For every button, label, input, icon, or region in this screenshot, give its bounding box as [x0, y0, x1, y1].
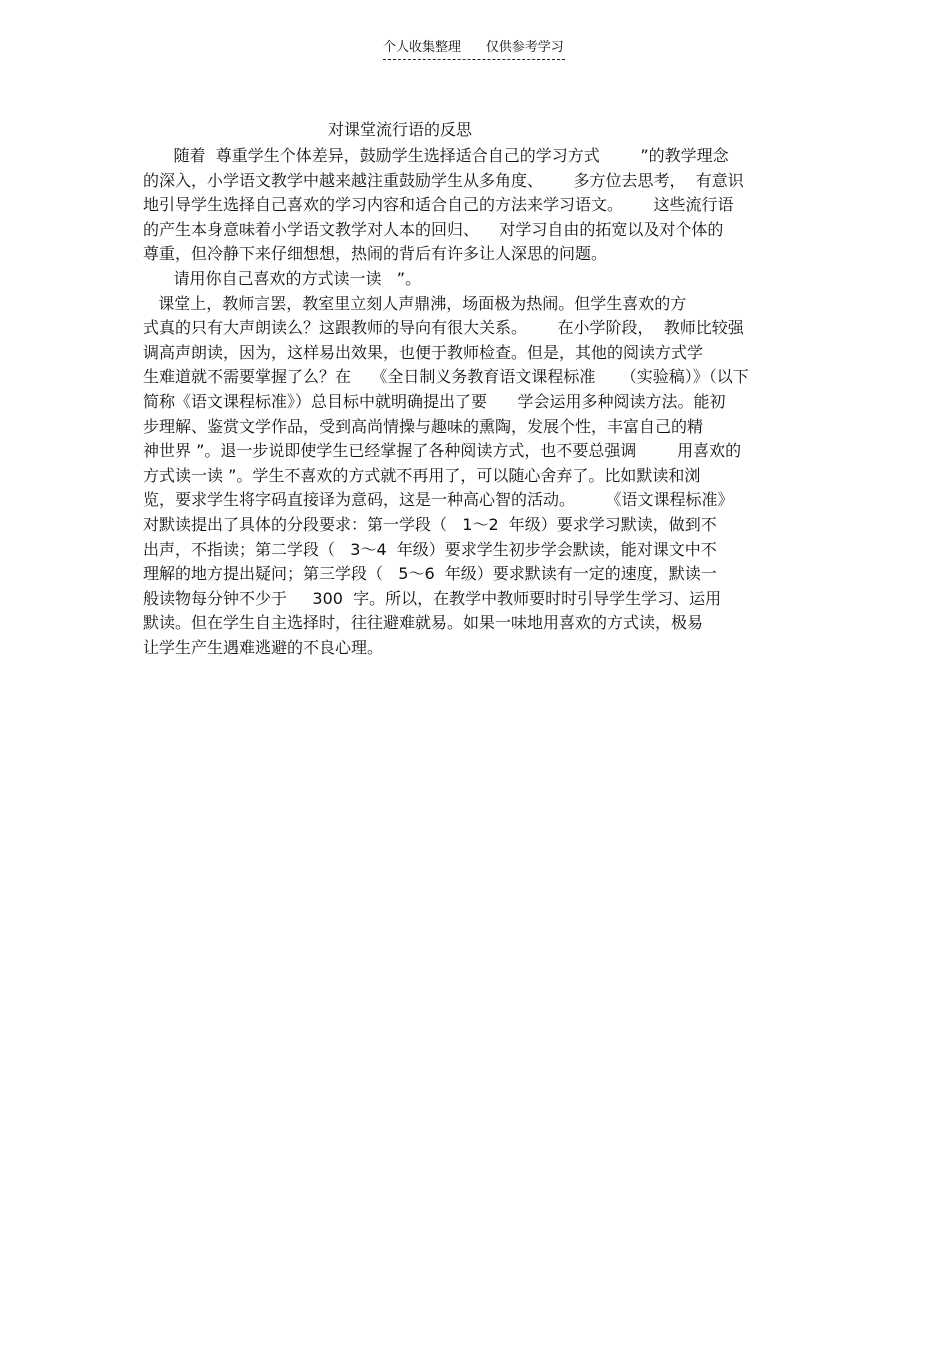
body-line: 简称《语文课程标准》）总目标中就明确提出了要 学会运用多种阅读方法。能初	[143, 391, 726, 411]
body-line: 尊重，但冷静下来仔细想想，热闹的背后有许多让人深思的问题。	[143, 244, 608, 264]
document-body	[143, 144, 823, 660]
body-line: 生难道就不需要掌握了么？在 《全日制义务教育语文课程标准 （实验稿）》（以下	[143, 367, 749, 387]
body-line: 理解的地方提出疑问；第三学段（ 5～6 年级）要求默读有一定的速度，默读一	[143, 564, 717, 584]
document-title: 对课堂流行语的反思	[328, 120, 473, 139]
body-line: 出声，不指读；第二学段（ 3～4 年级）要求学生初步学会默读，能对课文中不	[143, 539, 717, 559]
body-line: 的深入，小学语文教学中越来越注重鼓励学生从多角度、 多方位去思考， 有意识	[143, 170, 744, 190]
body-line: 览，要求学生将字码直接译为意码，这是一种高心智的活动。 《语文课程标准》	[143, 490, 734, 510]
body-line: 默读。但在学生自主选择时，往往避难就易。如果一味地用喜欢的方式读，极易	[143, 613, 704, 633]
body-line: 式真的只有大声朗读么？这跟教师的导向有很大关系。 在小学阶段， 教师比较强	[143, 318, 744, 338]
body-line: 步理解、鉴赏文学作品，受到高尚情操与趣味的熏陶，发展个性，丰富自己的精	[143, 416, 704, 436]
body-line: 请用你自己喜欢的方式读一读 ”。	[143, 268, 422, 288]
body-line: 地引导学生选择自己喜欢的学习内容和适合自己的方法来学习语文。 这些流行语	[143, 195, 734, 215]
body-line: 对默读提出了具体的分段要求：第一学段（ 1～2 年级）要求学习默读，做到不	[143, 514, 717, 534]
body-line: 神世界 ”。退一步说即使学生已经掌握了各种阅读方式，也不要总强调 用喜欢的	[143, 441, 742, 461]
body-line: 课堂上，教师言罢，教室里立刻人声鼎沸，场面极为热闹。但学生喜欢的方	[143, 293, 687, 313]
body-line: 方式读一读 ”。学生不喜欢的方式就不再用了，可以随心舍弃了。比如默读和浏	[143, 465, 701, 485]
body-line: 的产生本身意味着小学语文教学对人本的回归、 对学习自由的拓宽以及对个体的	[143, 219, 724, 239]
body-line: 让学生产生遇难逃避的不良心理。	[143, 637, 384, 657]
body-line: 调高声朗读，因为，这样易出效果，也便于教师检查。但是，其他的阅读方式学	[143, 342, 704, 362]
body-line: 般读物每分钟不少于 300 字。所以，在教学中教师要时时引导学生学习、运用	[143, 588, 722, 608]
page-header: 个人收集整理 仅供参考学习	[383, 40, 565, 60]
body-line: 随着 尊重学生个体差异，鼓励学生选择适合自己的学习方式 ”的教学理念	[143, 146, 729, 165]
